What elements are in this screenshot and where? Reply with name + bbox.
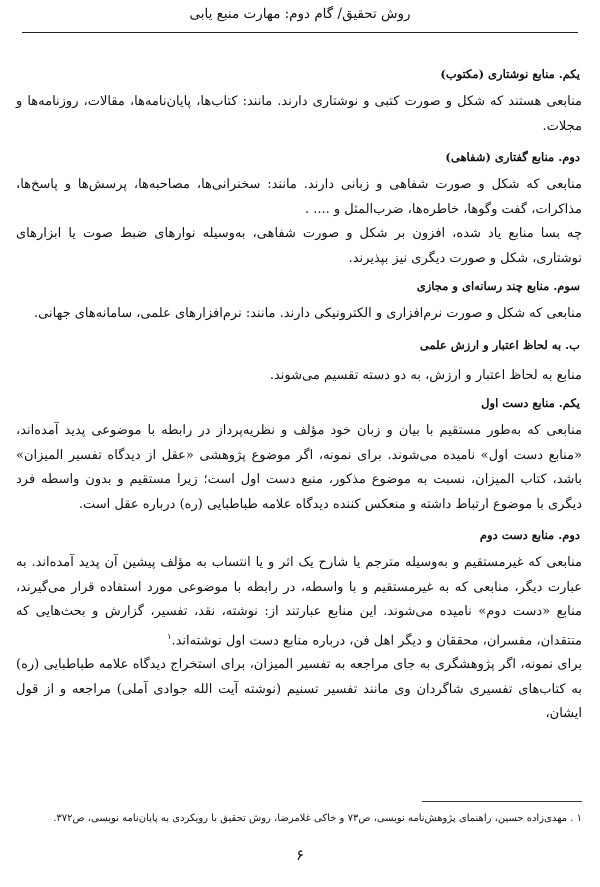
paragraph-written-sources: منابعی هستند که شکل و صورت کتبی و نوشتاری دارند. مانند: کتاب‌ها، پایان‌نامه‌ها، مقالات، روزنامه‌ها و مجلات.: [16, 94, 582, 134]
header-divider: [22, 32, 578, 33]
page-number: ۶: [295, 846, 305, 864]
paragraph-oral-sources: منابعی که شکل و صورت شفاهی و زبانی دارند. مانند: سخنرانی‌ها، مصاحبه‌ها، پرسش‌ها و پاسخ‌ها، مذاکرات، گفت وگوها، خاطره‌ها، ضرب‌المثل و .... .: [16, 177, 582, 217]
paragraph-primary-sources: منابعی که به‌طور مستقیم با بیان و زبان خود مؤلف و نظریه‌پرداز در رابطه با موضوعی پدید آمده‌اند، «منابع دست اول» نامیده می‌شوند. برای نمونه، اگر موضوع پژوهشی «عقل از دیدگاه تفسیر المیزان» باشد، کتاب المیزان، نسبت به موضوع مذکور، منبع دست اول است؛ زیرا مستقیم و بدون واسطه فرد دیگری با موضوع ارتباط داشته و منعکس کننده دیدگاه علامه طباطبایی (ره) درباره عقل است.: [16, 423, 582, 512]
paragraph-oral-sources-note: چه بسا منابع یاد شده، افزون بر شکل و صورت شفاهی، به‌وسیله نوارهای ضبط صوت یا ابزارهای نوشتاری، شکل و صورت دیگری نیز بپذیرند.: [16, 226, 582, 266]
section-heading-secondary-sources: دوم. منابع دست دوم: [479, 528, 580, 542]
footnote-divider: [422, 801, 582, 802]
main-content: [16, 66, 582, 727]
section-heading-oral-sources: دوم. منابع گفتاری (شفاهی): [445, 150, 580, 164]
paragraph-secondary-sources-text: منابعی که غیرمستقیم و به‌وسیله مترجم یا شارح یک اثر و یا انتساب به مؤلف پیشین آن پدید آمده‌اند. به عبارت دیگر، منابعی که به غیرمستقیم و با واسطه، در رابطه با موضوعی مورد استفاده قرار می‌گیرند، منابع «دست دوم» نامیده می‌شوند. این منابع عبارتند از: نوشته، نقد، تفسیر، گزارش و بحث‌هایی که منتقدان، مفسران، محققان و دیگر اهل فن، درباره منابع دست اول نوشته‌اند.: [16, 555, 582, 648]
paragraph-secondary-sources: [16, 551, 582, 653]
paragraph-multimedia-sources: منابعی که شکل و صورت نرم‌افزاری و الکترونیکی دارند. مانند: نرم‌افزارهای علمی، سامانه‌های جهانی.: [34, 306, 582, 321]
section-heading-written-sources: یکم. منابع نوشتاری (مکتوب): [440, 67, 580, 81]
footnote-reference-mark: ۱: [167, 631, 172, 641]
paragraph-validity-intro: منابع به لحاظ اعتبار و ارزش، به دو دسته تقسیم می‌شوند.: [269, 367, 582, 383]
paragraph-example: برای نمونه، اگر پژوهشگری به جای مراجعه به تفسیر المیزان، برای استخراج دیدگاه علامه طباطبایی (ره) به کتاب‌های تفسیری شاگردان وی مانند تفسیر تسنیم (نوشته آیت الله جوادی آملی) مراجعه و از قول ایشان،: [16, 657, 582, 722]
section-heading-primary-sources: یکم. منابع دست اول: [481, 396, 580, 410]
running-header: روش تحقیق/ گام دوم: مهارت منبع یابی: [189, 6, 411, 22]
section-heading-validity: ب. به لحاظ اعتبار و ارزش علمی: [419, 337, 580, 352]
section-heading-multimedia-sources: سوم. منابع چند رسانه‌ای و مجازی: [416, 279, 580, 293]
footnote: ۱ . مهدی‌زاده حسین، راهنمای پژوهش‌نامه نویسی، ص۷۳ و خاکی غلامرضا، روش تحقیق با رویکردی به پایان‌نامه نویسی، ص۳۷۲.: [53, 813, 582, 824]
